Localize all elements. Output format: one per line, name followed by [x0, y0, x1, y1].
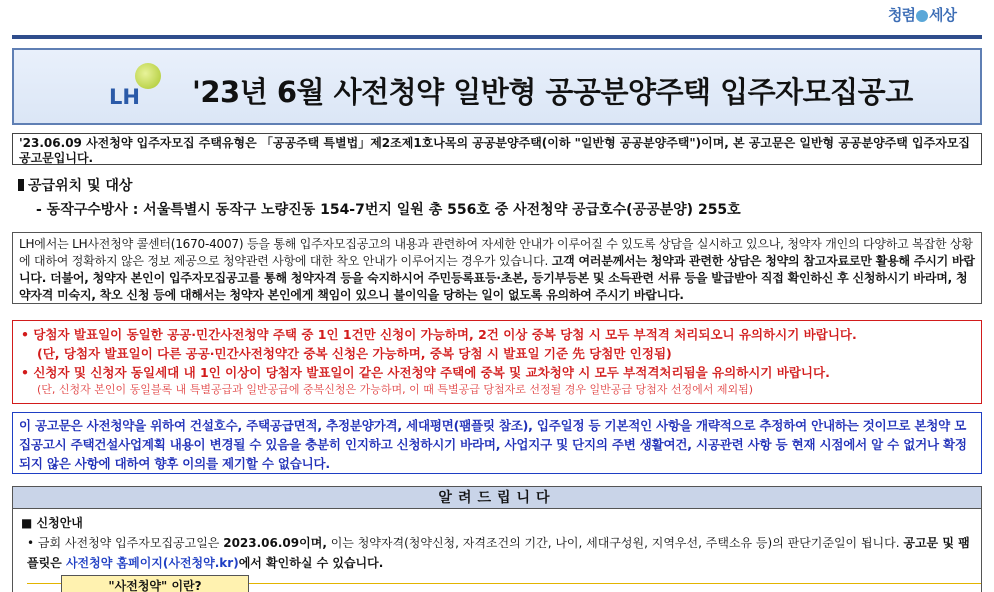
page-title: '23년 6월 사전청약 일반형 공공분양주택 입주자모집공고 [192, 75, 913, 109]
lh-notice-text: LH에서는 LH사전청약 콜센터(1670-4007) 등을 통해 입주자모집공고의 내용과 관련하여 자세한 안내가 이루어질 수 있도록 상담을 실시하고 있으나, 청약자 개인의 다양하고 복잡한 상황에 대하여 정확하지 않은 정보 제공으로 청약관련 사항에 대한 착오 안내가 이루어지는 경우가 있습니다. [19, 237, 973, 268]
integrity-logo [888, 4, 956, 25]
warning-line-4: (단, 신청자 본인이 동일블록 내 특별공급과 일반공급에 중복신청은 가능하며, 이 때 특별공급 당첨자로 선정될 경우 일반공급 당첨자 선정에서 제외됨) [37, 383, 754, 396]
top-divider [12, 35, 982, 39]
notice-section [12, 486, 982, 592]
notice-body [13, 509, 981, 577]
location-item: - 동작구수방사 : 서울특별시 동작구 노량진동 154-7번지 일원 총 556호 중 사전청약 공급호수(공공분양) 255호 [36, 202, 741, 218]
warning-line-2: (단, 당첨자 발표일이 다른 공공·민간사전청약간 중복 신청은 가능하며, 중복 당첨 시 발표일 기준 先 당첨만 인정됨) [37, 346, 672, 361]
application-guide-heading: ■ 신청안내 [21, 516, 83, 530]
preapplication-homepage-link[interactable]: 사전청약 홈페이지(사전청약.kr) [65, 556, 239, 570]
notice-heading: 알려드립니다 [13, 487, 981, 509]
application-guide-bullet [21, 533, 973, 573]
lh-logo-text: LH [109, 85, 140, 109]
integrity-logo-right: 세상 [929, 6, 956, 24]
lh-logo [109, 63, 173, 113]
guide-text-c: 공고문 및 팸플릿은 [27, 536, 970, 570]
lh-consultation-notice [12, 232, 982, 304]
guide-text-a: • 금회 사전청약 입주자모집공고일은 [27, 536, 224, 550]
estimate-disclaimer: 이 공고문은 사전청약을 위하여 건설호수, 주택공급면적, 추정분양가격, 세대평면(팸플릿 참조), 입주일정 등 기본적인 사항을 개략적으로 추정하여 안내하는 것이므로 본청약 모집공고시 주택건설사업계획 내용이 변경될 수 있음을 충분히 인지하고 신청하시기 바라며, 사업지구 및 단지의 주변 생활여건, 시공관련 사항 등 현재 시점에서 알 수 없거나 확정되지 않은 사항에 대하여 향후 이의를 제기할 수 없습니다. [12, 412, 982, 474]
warning-line-3: • 신청자 및 신청자 동일세대 내 1인 이상이 당첨자 발표일이 같은 사전청약 주택에 중복 및 교차청약 시 모두 부적격처리됨을 유의하시기 바랍니다. [21, 365, 830, 380]
location-heading-text: 공급위치 및 대상 [28, 178, 133, 194]
title-banner [12, 48, 982, 125]
guide-text-d: 에서 확인하실 수 있습니다. [238, 556, 384, 570]
guide-text-b: 이는 청약자격(청약신청, 자격조건의 기간, 나이, 세대구성원, 지역우선, 주택소유 등)의 판단기준일이 됩니다. [326, 536, 904, 550]
what-is-preapplication-tab: "사전청약" 이란? [61, 575, 249, 592]
integrity-logo-left: 청렴 [888, 6, 916, 24]
square-bullet-icon [18, 179, 24, 191]
location-section [12, 172, 982, 220]
warning-line-1: • 당첨자 발표일이 동일한 공공·민간사전청약 주택 중 1인 1건만 신청이 가능하며, 2건 이상 중복 당첨 시 모두 부적격 처리되오니 유의하시기 바랍니다. [21, 327, 857, 342]
globe-icon [916, 10, 928, 22]
location-heading [18, 175, 976, 195]
lh-notice-bold-text: 고객 여러분께서는 청약과 관련한 상담은 청약의 참고자료로만 활용해 주시기 바랍니다. 더불어, 청약자 본인이 입주자모집공고를 통해 청약자격 등을 숙지하시어 주민등록표등·초본, 등기부등본 및 소득관련 서류 등을 발급받아 직접 확인하신 후 신청하시기 바라며, 청약자격 미숙지, 착오 신청 등에 대해서는 청약자 본인에게 책임이 있으니 불이익을 당하는 일이 없도록 유의하여 주시기 바랍니다. [19, 254, 975, 302]
duplicate-application-warning [12, 320, 982, 404]
intro-box: '23.06.09 사전청약 입주자모집 주택유형은 「공공주택 특별법」제2조제1호나목의 공공분양주택(이하 "일반형 공공분양주택")이며, 본 공고문은 일반형 공공분양주택 입주자모집공고문입니다. [12, 133, 982, 165]
announcement-date: 2023.06.09이며, [223, 536, 327, 550]
